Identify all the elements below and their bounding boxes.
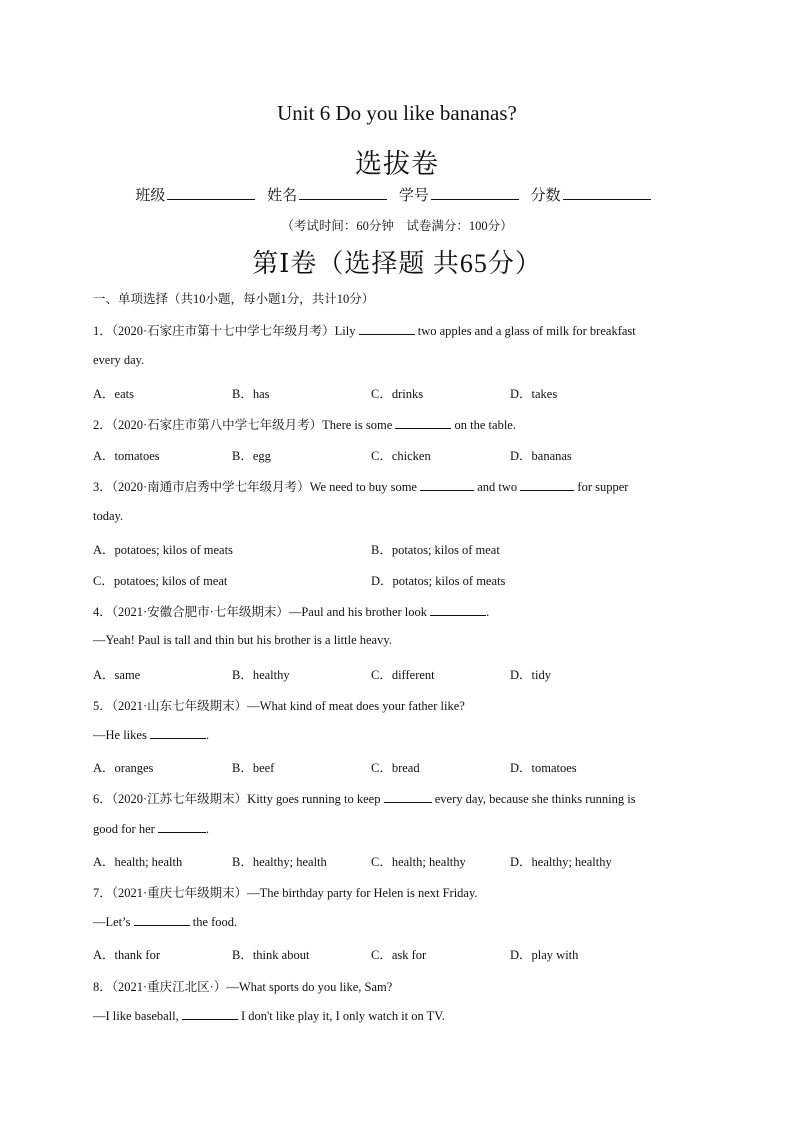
option-c[interactable]: C．ask for bbox=[371, 948, 427, 962]
question-text: . bbox=[486, 605, 490, 619]
option-d[interactable]: D．bananas bbox=[510, 449, 572, 463]
answer-blank[interactable] bbox=[182, 1008, 238, 1020]
option-b[interactable]: B．healthy; health bbox=[232, 855, 327, 869]
class-blank[interactable] bbox=[167, 185, 255, 200]
class-label: 班级 bbox=[135, 188, 166, 204]
option-d[interactable]: D．potatos; kilos of meats bbox=[371, 574, 506, 588]
answer-blank[interactable] bbox=[150, 727, 206, 739]
question-8-line-2 bbox=[93, 1008, 445, 1024]
option-c[interactable]: C．health; healthy bbox=[371, 855, 466, 869]
question-5-line-1: 5．（2021·山东七年级期末）—What kind of meat does your father like? bbox=[93, 699, 465, 713]
question-1-line-1 bbox=[93, 321, 636, 339]
question-6-line-1 bbox=[93, 789, 636, 807]
question-3-line-1 bbox=[93, 477, 628, 495]
student-info-row bbox=[0, 184, 794, 205]
question-4-line-1 bbox=[93, 602, 489, 620]
answer-blank[interactable] bbox=[134, 914, 190, 926]
question-text: for supper bbox=[574, 480, 629, 494]
question-text: . bbox=[205, 822, 210, 836]
score-label: 分数 bbox=[530, 188, 561, 204]
option-b[interactable]: B．has bbox=[232, 387, 270, 401]
question-7-line-2 bbox=[93, 914, 237, 930]
answer-blank[interactable] bbox=[430, 604, 486, 616]
option-c[interactable]: C．drinks bbox=[371, 387, 424, 401]
question-6-line-2 bbox=[93, 821, 209, 837]
number-blank[interactable] bbox=[431, 185, 519, 200]
question-text: 1．（2020·石家庄市第十七中学七年级月考）Lily bbox=[93, 324, 359, 338]
question-text: 4．（2021·安徽合肥市·七年级期末）—Paul and his brother look bbox=[93, 605, 431, 619]
name-label: 姓名 bbox=[267, 188, 298, 204]
question-text: 2．（2020·石家庄市第八中学七年级月考）There is some bbox=[93, 418, 396, 432]
question-4-line-2: —Yeah! Paul is tall and thin but his brother is a little heavy. bbox=[93, 633, 392, 647]
section-heading: 一、单项选择（共10小题，每小题1分，共计10分） bbox=[93, 292, 375, 306]
question-text: every day, because she thinks running is bbox=[431, 792, 636, 806]
question-text: good for her bbox=[93, 822, 158, 836]
option-b[interactable]: B．potatos; kilos of meat bbox=[371, 543, 500, 557]
answer-blank[interactable] bbox=[384, 791, 432, 803]
option-d[interactable]: D．play with bbox=[510, 948, 579, 962]
option-a[interactable]: A．thank for bbox=[93, 948, 160, 962]
question-3-line-2: today. bbox=[93, 509, 124, 523]
question-5-line-2 bbox=[93, 727, 209, 743]
part-title: 第Ⅰ卷（选择题 共65分） bbox=[252, 249, 542, 278]
answer-blank[interactable] bbox=[520, 479, 574, 491]
number-label: 学号 bbox=[398, 188, 429, 204]
option-d[interactable]: D．takes bbox=[510, 387, 558, 401]
document-title: Unit 6 Do you like bananas? bbox=[277, 101, 517, 125]
option-d[interactable]: D．healthy; healthy bbox=[510, 855, 612, 869]
option-c[interactable]: C．chicken bbox=[371, 449, 431, 463]
option-a[interactable]: A．oranges bbox=[93, 761, 154, 775]
question-text: I don't like play it, I only watch it on TV. bbox=[237, 1009, 445, 1023]
option-a[interactable]: A．tomatoes bbox=[93, 449, 160, 463]
question-text: —He likes bbox=[93, 728, 150, 742]
question-text: 6．（2020·江苏七年级期末）Kitty goes running to keep bbox=[93, 792, 384, 806]
question-1-line-2: every day. bbox=[93, 353, 145, 367]
option-b[interactable]: B．healthy bbox=[232, 668, 290, 682]
option-d[interactable]: D．tidy bbox=[510, 668, 551, 682]
question-text: two apples and a glass of milk for breakfast bbox=[414, 324, 636, 338]
option-a[interactable]: A．potatoes; kilos of meats bbox=[93, 543, 233, 557]
option-b[interactable]: B．beef bbox=[232, 761, 275, 775]
option-a[interactable]: A．health; health bbox=[93, 855, 183, 869]
question-8-line-1: 8．（2021·重庆江北区·）—What sports do you like, Sam? bbox=[93, 980, 393, 994]
option-b[interactable]: B．think about bbox=[232, 948, 310, 962]
question-text: the food. bbox=[189, 915, 238, 929]
question-2-line-1 bbox=[93, 415, 516, 433]
option-b[interactable]: B．egg bbox=[232, 449, 271, 463]
answer-blank[interactable] bbox=[158, 821, 206, 833]
option-c[interactable]: C．potatoes; kilos of meat bbox=[93, 574, 228, 588]
name-blank[interactable] bbox=[299, 185, 387, 200]
question-text: 3．（2020·南通市启秀中学七年级月考）We need to buy some bbox=[93, 480, 421, 494]
option-c[interactable]: C．bread bbox=[371, 761, 420, 775]
question-text: and two bbox=[474, 480, 521, 494]
document-subtitle: 选拔卷 bbox=[355, 149, 439, 179]
answer-blank[interactable] bbox=[359, 323, 415, 335]
question-text: —Let’s bbox=[93, 915, 134, 929]
question-text: on the table. bbox=[451, 418, 516, 432]
answer-blank[interactable] bbox=[420, 479, 474, 491]
option-a[interactable]: A．same bbox=[93, 668, 141, 682]
question-7-line-1: 7．（2021·重庆七年级期末）—The birthday party for Helen is next Friday. bbox=[93, 886, 478, 900]
exam-note: （考试时间：60分钟 试卷满分：100分） bbox=[281, 219, 513, 233]
score-blank[interactable] bbox=[563, 185, 651, 200]
option-a[interactable]: A．eats bbox=[93, 387, 134, 401]
option-c[interactable]: C．different bbox=[371, 668, 435, 682]
question-text: . bbox=[205, 728, 210, 742]
question-text: —I like baseball, bbox=[93, 1009, 182, 1023]
answer-blank[interactable] bbox=[395, 417, 451, 429]
option-d[interactable]: D．tomatoes bbox=[510, 761, 577, 775]
